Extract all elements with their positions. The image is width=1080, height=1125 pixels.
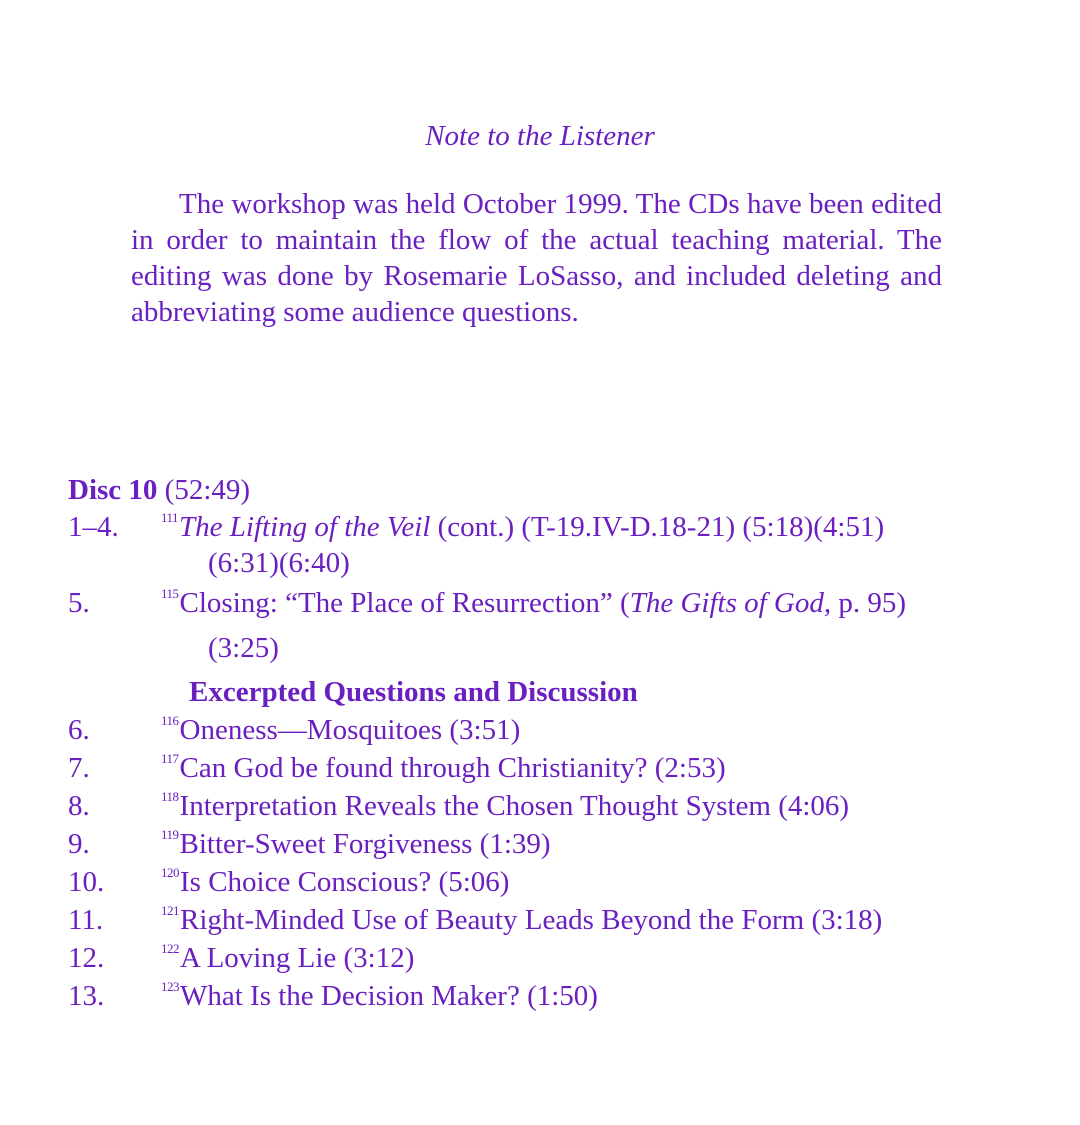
track-ref: 121 [161,903,179,918]
track-ref: 122 [161,941,179,956]
track-ref: 120 [161,865,179,880]
track-title [161,978,598,1014]
track-title [161,864,509,900]
track-title [161,712,520,748]
track-title [161,788,849,824]
track-title [161,940,414,976]
track-title-text: Right-Minded Use of Beauty Leads Beyond the Form (3:18) [180,904,883,936]
track-title-text: Can God be found through Christianity? (2:53) [179,752,726,784]
track-title-rest: (cont.) (T-19.IV-D.18-21) (5:18)(4:51) [430,511,885,543]
disc-label: Disc 10 [68,474,158,506]
excerpts-heading: Excerpted Questions and Discussion [189,676,638,708]
track-title [161,585,906,621]
track-ref: 115 [161,586,179,601]
track-number: 8. [68,790,90,822]
track-ref: 111 [161,510,179,525]
track-continuation-text: (3:25) [208,632,279,664]
track-title-text: Bitter-Sweet Forgiveness (1:39) [179,828,551,860]
track-title [161,902,882,938]
track-continuation-text: (6:31)(6:40) [208,547,350,579]
track-title-text: Is Choice Conscious? (5:06) [180,866,510,898]
track-title [161,826,551,862]
track-number: 12. [68,942,105,974]
track-title [161,750,726,786]
track-title-text: A Loving Lie (3:12) [180,942,415,974]
track-ref: 118 [161,789,179,804]
track-title-italic: The Lifting of the Veil [179,511,431,543]
track-title-text: What Is the Decision Maker? (1:50) [180,980,598,1012]
track-title-a: Closing: “The Place of Resurrection” ( [179,587,630,619]
track-title-italic: The Gifts of God, [629,587,832,619]
track-number: 13. [68,980,105,1012]
track-number: 11. [68,904,104,936]
track-title-text: Oneness—Mosquitoes (3:51) [179,714,521,746]
track-number: 9. [68,828,90,860]
track-number: 6. [68,714,90,746]
disc-heading [68,472,250,508]
track-ref: 123 [161,979,179,994]
track-title-text: Interpretation Reveals the Chosen Thought System (4:06) [179,790,850,822]
track-number: 1–4. [68,511,119,543]
disc-duration: (52:49) [164,474,251,506]
track-number: 5. [68,587,90,619]
track-number: 10. [68,866,105,898]
track-ref: 116 [161,713,179,728]
note-body: The workshop was held October 1999. The CDs have been edited in order to maintain the flow of the actual teaching material. The editing was done by Rosemarie LoSasso, and included deleting and abbreviating some audience questions. [131,188,942,328]
track-title-b: p. 95) [831,587,907,619]
track-title [161,509,884,545]
note-title: Note to the Listener [425,120,655,152]
track-ref: 117 [161,751,179,766]
track-ref: 119 [161,827,179,842]
track-number: 7. [68,752,90,784]
